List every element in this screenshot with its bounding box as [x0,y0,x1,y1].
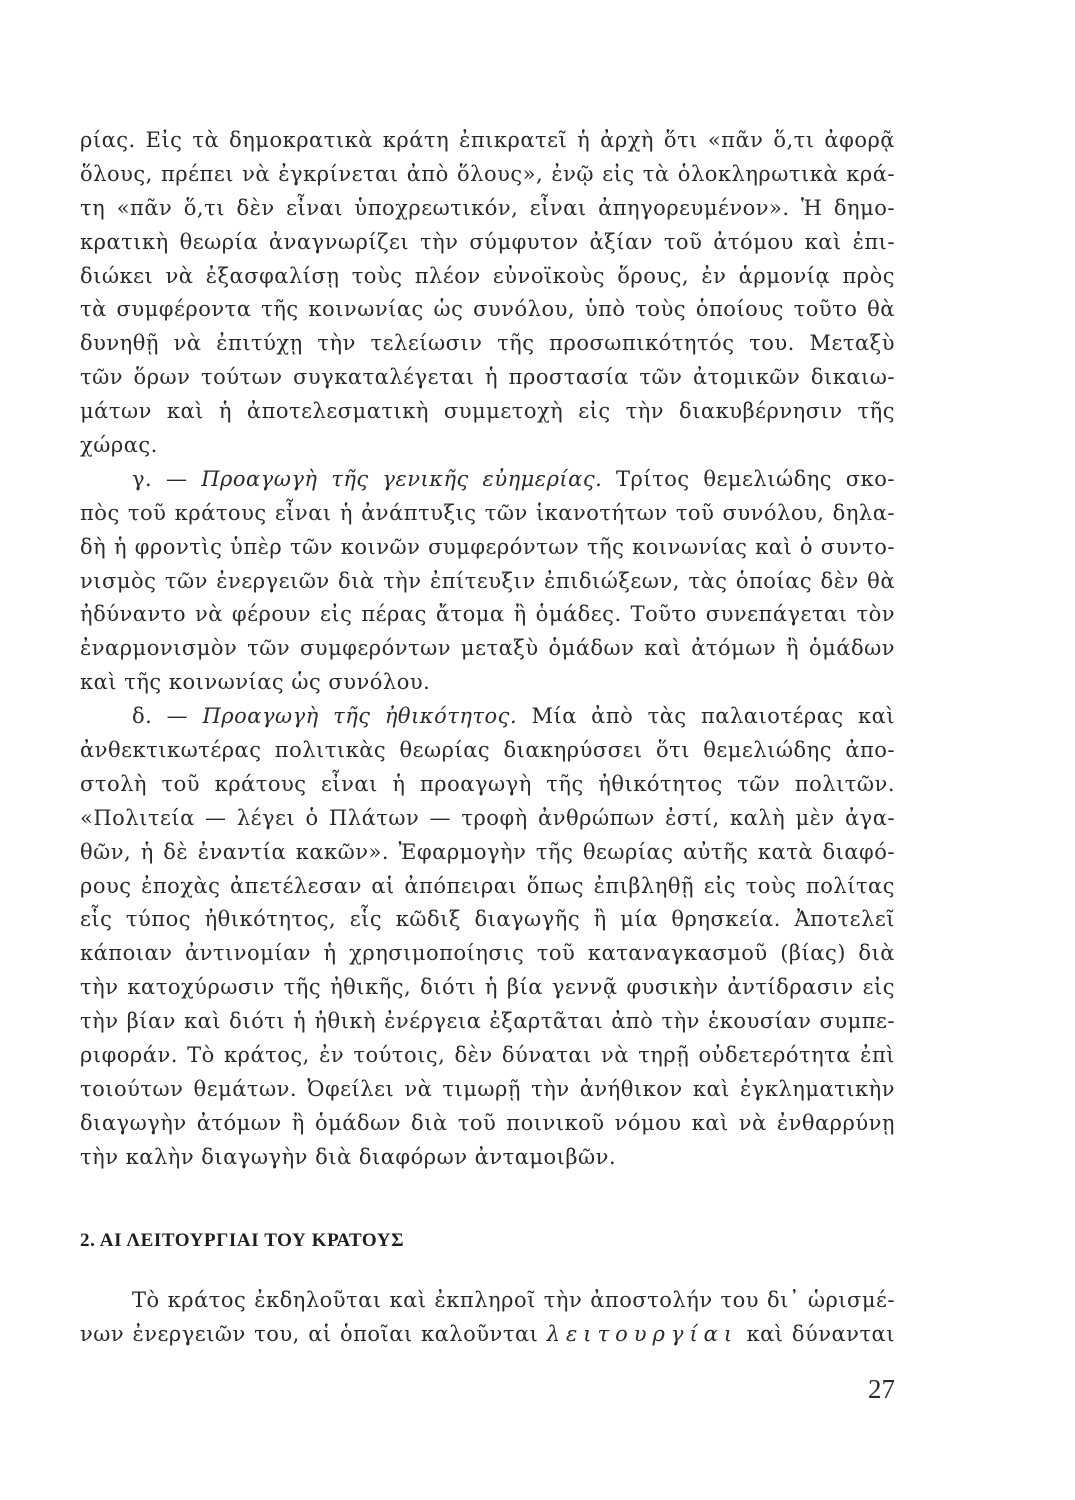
text-line: κρατικὴ θεωρία ἀναγνωρίζει τὴν σύμφυτον ἀξίαν τοῦ ἀτόμου καὶ ἐπι- [80,229,895,254]
text-line: μάτων καὶ ἡ ἀποτελεσματικὴ συμμετοχὴ εἰς τὴν διακυβέρνησιν τῆς [80,399,895,424]
paragraph-title: Προαγωγὴ τῆς ἠθικότητος. [202,704,518,729]
text-line: ἐναρμονισμὸν τῶν συμφερόντων μεταξὺ ὁμάδων καὶ ἀτόμων ἢ ὁμάδων [80,636,895,661]
paragraph-title: Προαγωγὴ τῆς γενικῆς εὐημερίας. [201,466,603,491]
text-line: ἠδύναντο νὰ φέρουν εἰς πέρας ἄτομα ἢ ὁμάδες. Τοῦτο συνεπάγεται τὸν [80,602,895,627]
section-heading: 2. ΑΙ ΛΕΙΤΟΥΡΓΙΑΙ ΤΟΥ ΚΡΑΤΟΥΣ [80,1230,405,1251]
text-line: τὴν κατοχύρωσιν τῆς ἠθικῆς, διότι ἡ βία γεννᾷ φυσικὴν ἀντίδρασιν εἰς [80,975,895,1000]
paragraph-text: νων ἐνεργειῶν του, αἱ ὁποῖαι καλοῦνται [80,1321,539,1346]
paragraph-text: Τρίτος θεμελιώδης σκο- [616,466,895,491]
text-line: νισμὸς τῶν ἐνεργειῶν διὰ τὴν ἐπίτευξιν ἐπιδιώξεων, τὰς ὁποίας δὲν θὰ [80,568,895,593]
paragraph-text: Μία ἀπὸ τὰς παλαιοτέρας καὶ [531,704,895,729]
text-line: τῶν ὅρων τούτων συγκαταλέγεται ἡ προστασία τῶν ἀτομικῶν δικαιω- [80,365,895,390]
text-line: δυνηθῇ νὰ ἐπιτύχῃ τὴν τελείωσιν τῆς προσωπικότητός του. Μεταξὺ [80,331,895,356]
paragraph-label: γ. — [132,466,188,491]
text-line: ριφοράν. Τὸ κράτος, ἐν τούτοις, δὲν δύναται νὰ τηρῇ οὐδετερότητα ἐπὶ [80,1043,895,1068]
spaced-term: λειτουργίαι [546,1321,739,1346]
text-line: τὰ συμφέροντα τῆς κοινωνίας ὡς συνόλου, ὑπὸ τοὺς ὁποίους τοῦτο θὰ [80,297,895,322]
paragraph-label: δ. — [132,704,189,729]
text-line: διαγωγὴν ἀτόμων ἢ ὁμάδων διὰ τοῦ ποινικοῦ νόμου καὶ νὰ ἐνθαρρύνῃ [80,1110,895,1135]
section-paragraph [80,1284,895,1352]
text-line: τοιούτων θεμάτων. Ὀφείλει νὰ τιμωρῇ τὴν ἀνήθικον καὶ ἐγκληματικὴν [80,1076,895,1101]
text-line: χώρας. [80,433,158,458]
text-line-with-spaced-word [80,1318,895,1352]
text-line: τὴν καλὴν διαγωγὴν διὰ διαφόρων ἀνταμοιβῶν. [80,1144,617,1169]
text-line: θῶν, ἡ δὲ ἐναντία κακῶν». Ἐφαρμογὴν τῆς θεωρίας αὐτῆς κατὰ διαφό- [80,839,895,864]
text-line: διώκει νὰ ἐξασφαλίσῃ τοὺς πλέον εὐνοϊκοὺς ὅρους, ἐν ἁρμονίᾳ πρὸς [80,263,895,288]
text-line: «Πολιτεία — λέγει ὁ Πλάτων — τροφὴ ἀνθρώπων ἐστί, καλὴ μὲν ἀγα- [80,805,895,830]
paragraph-gamma-first-line [80,463,895,497]
text-line: ὅλους, πρέπει νὰ ἐγκρίνεται ἀπὸ ὅλους», ἐνῷ εἰς τὰ ὁλοκληρωτικὰ κρά- [80,161,895,186]
text-line: τὴν βίαν καὶ διότι ἡ ἠθικὴ ἐνέργεια ἐξαρτᾶται ἀπὸ τὴν ἑκουσίαν συμπε- [80,1009,895,1034]
text-line: δὴ ἡ φροντὶς ὑπὲρ τῶν κοινῶν συμφερόντων τῆς κοινωνίας καὶ ὁ συντο- [80,534,895,559]
page-body [80,124,895,1175]
text-line: κάποιαν ἀντινομίαν ἡ χρησιμοποίησις τοῦ καταναγκασμοῦ (βίας) διὰ [80,941,895,966]
text-line: τη «πᾶν ὅ,τι δὲν εἶναι ὑποχρεωτικόν, εἶναι ἀπηγορευμένον». Ἡ δημο- [80,195,895,220]
paragraph-delta-first-line [80,700,895,734]
text-line: στολὴ τοῦ κράτους εἶναι ἡ προαγωγὴ τῆς ἠθικότητος τῶν πολιτῶν. [80,771,895,796]
text-line: καὶ τῆς κοινωνίας ὡς συνόλου. [80,670,431,695]
text-line: εἷς τύπος ἠθικότητος, εἷς κῶδιξ διαγωγῆς ἢ μία θρησκεία. Ἀποτελεῖ [80,907,895,932]
text-line: πὸς τοῦ κράτους εἶναι ἡ ἀνάπτυξις τῶν ἱκανοτήτων τοῦ συνόλου, δηλα- [80,500,895,525]
text-line: Τὸ κράτος ἐκδηλοῦται καὶ ἐκπληροῖ τὴν ἀποστολήν του δι᾿ ὡρισμέ- [132,1288,895,1312]
text-line: ἀνθεκτικωτέρας πολιτικὰς θεωρίας διακηρύσσει ὅτι θεμελιώδης ἀπο- [80,738,895,763]
text-line: ρίας. Εἰς τὰ δημοκρατικὰ κράτη ἐπικρατεῖ ἡ ἀρχὴ ὅτι «πᾶν ὅ,τι ἀφορᾷ [80,128,895,152]
paragraph-text: καὶ δύνανται [746,1321,895,1346]
text-line: ρους ἐποχὰς ἀπετέλεσαν αἱ ἀπόπειραι ὅπως ἐπιβληθῇ εἰς τοὺς πολίτας [80,873,895,898]
page-number: 27 [868,1374,895,1404]
